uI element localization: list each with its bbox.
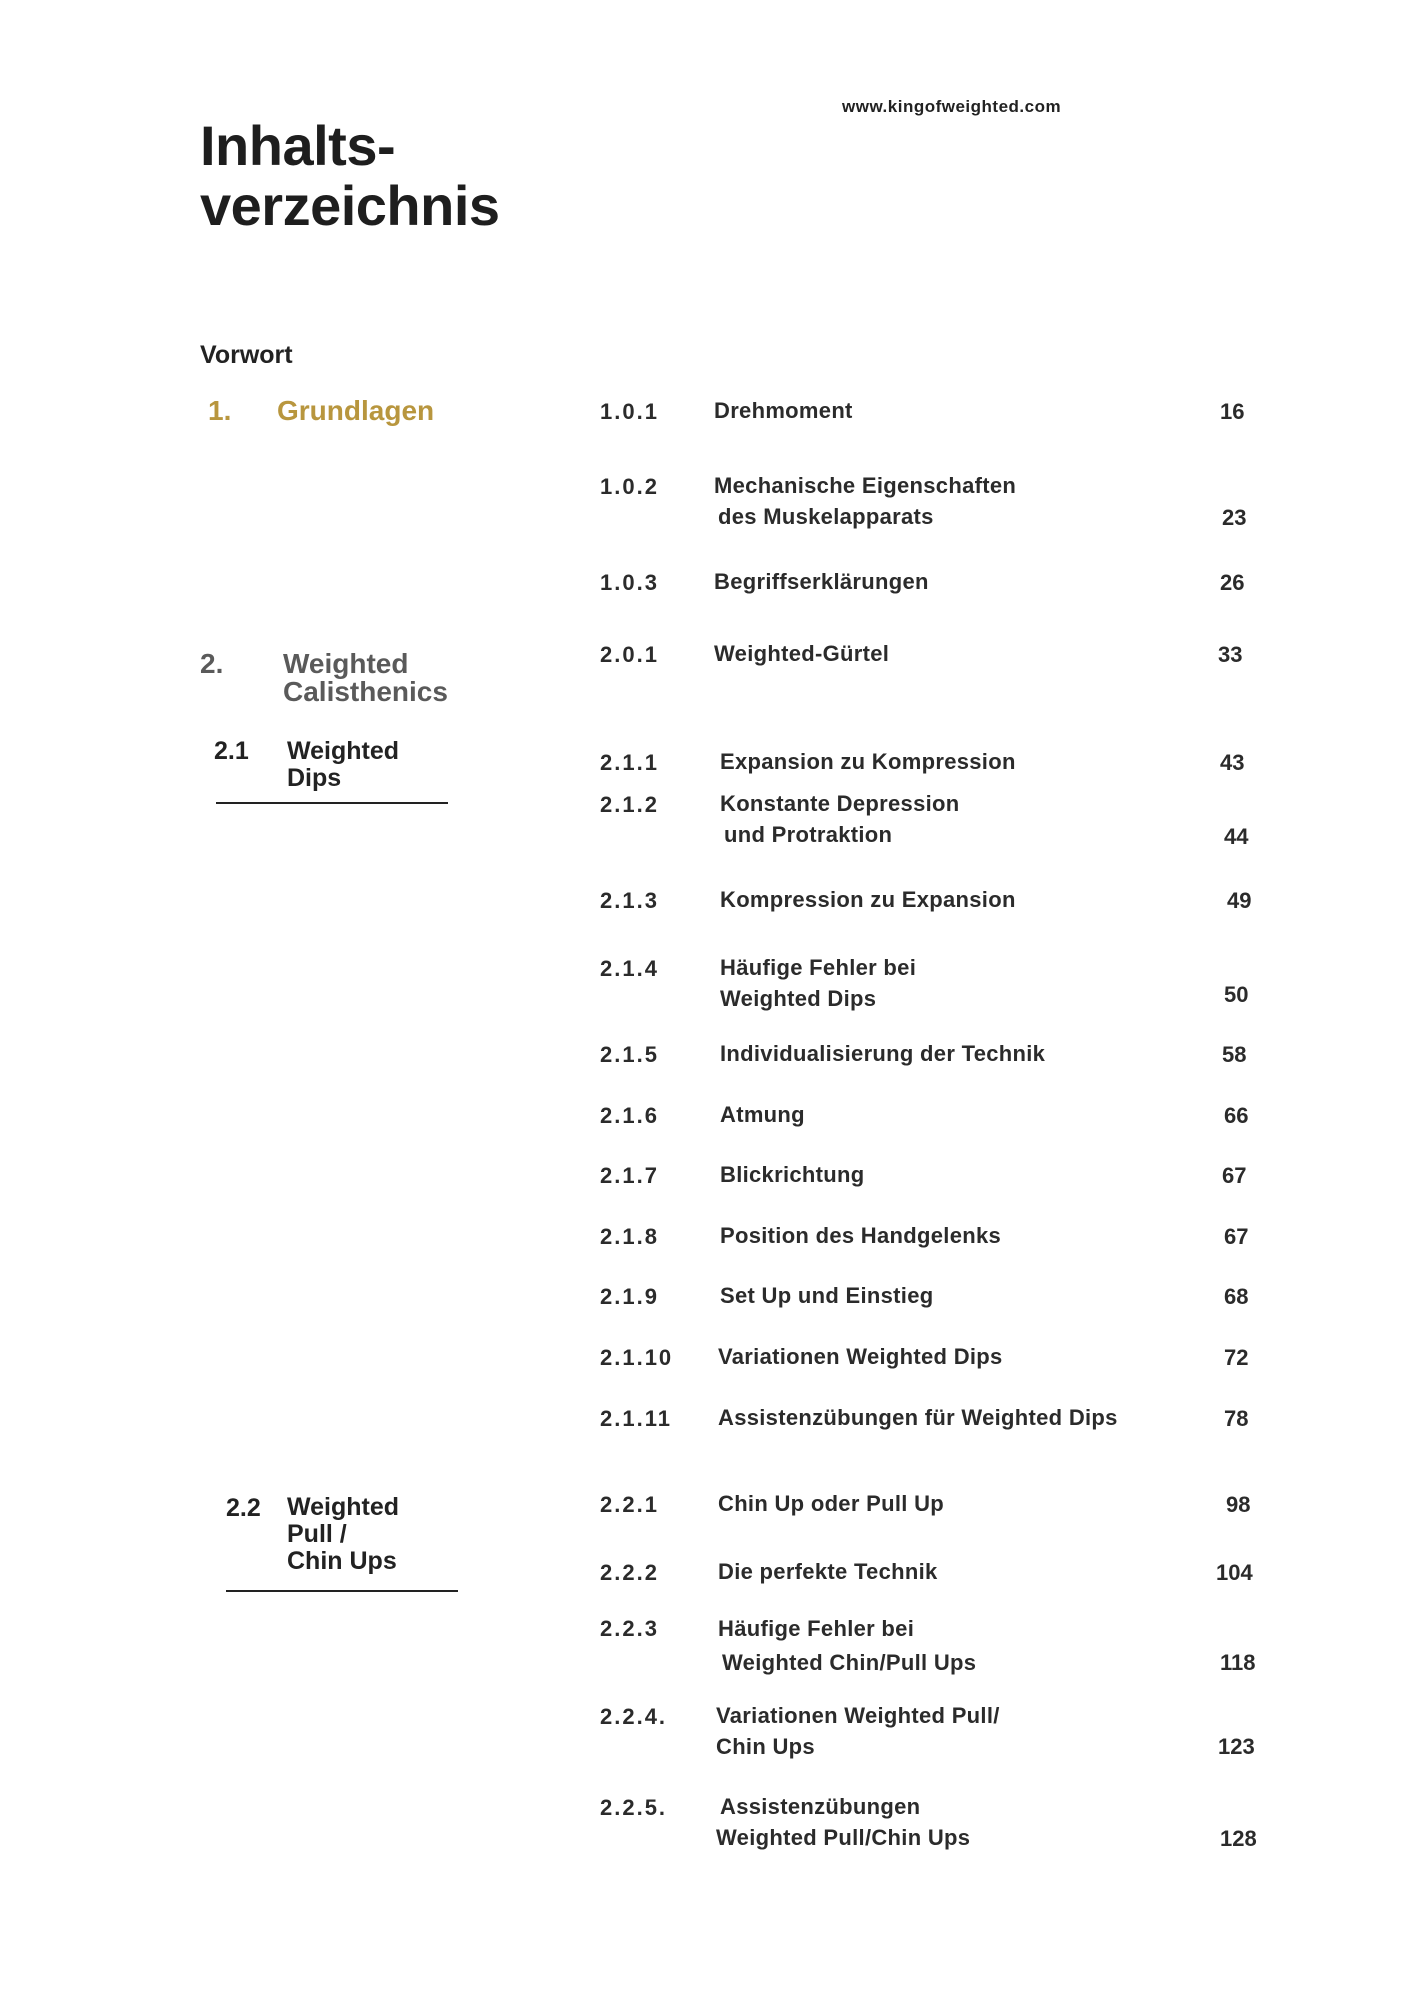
entry-page: 104 <box>1216 1560 1253 1585</box>
entry-page: 67 <box>1224 1224 1249 1249</box>
entry-page: 67 <box>1222 1163 1247 1188</box>
entry-title: Chin Up oder Pull Up <box>718 1491 944 1516</box>
entry-number: 2.1.1 <box>600 750 659 775</box>
entry-number: 2.1.2 <box>600 792 659 817</box>
entry-title: Variationen Weighted Dips <box>718 1344 1003 1369</box>
entry-number: 2.1.7 <box>600 1163 659 1188</box>
entry-page: 128 <box>1220 1826 1257 1851</box>
entry-number: 2.1.4 <box>600 956 659 981</box>
entry-page: 118 <box>1220 1650 1256 1675</box>
entry-title: Assistenzübungen für Weighted Dips <box>718 1405 1118 1430</box>
section-2-2-underline <box>226 1590 458 1592</box>
entry-title: Blickrichtung <box>720 1162 865 1187</box>
entry-page: 16 <box>1220 399 1245 424</box>
entry-title: Kompression zu Expansion <box>720 887 1016 912</box>
section-title-line: Pull / <box>287 1520 347 1548</box>
entry-number: 2.2.4. <box>600 1704 668 1729</box>
entry-number: 2.1.9 <box>600 1284 659 1309</box>
entry-title: Expansion zu Kompression <box>720 749 1016 774</box>
entry-number: 2.0.1 <box>600 642 659 667</box>
entry-number: 2.2.2 <box>600 1560 659 1585</box>
entry-page: 68 <box>1224 1284 1249 1309</box>
entry-title: Konstante Depression und Protraktion <box>720 791 960 847</box>
entry-title: Position des Handgelenks <box>720 1223 1002 1248</box>
entry-title: Individualisierung der Technik <box>720 1041 1046 1066</box>
page-title-line-2: verzeichnis <box>200 174 500 237</box>
entry-page: 72 <box>1224 1345 1249 1370</box>
entry-number: 2.1.10 <box>600 1345 674 1370</box>
page-title-line-1: Inhalts- <box>200 114 396 177</box>
entry-page: 49 <box>1227 888 1252 913</box>
entry-number: 2.2.1 <box>600 1492 659 1517</box>
chapter-2-title-line-2: Calisthenics <box>283 676 448 707</box>
entry-number: 1.0.2 <box>600 474 659 499</box>
entry-number: 2.1.6 <box>600 1103 659 1128</box>
entry-page: 50 <box>1224 982 1249 1007</box>
entry-title: Set Up und Einstieg <box>720 1283 934 1308</box>
entry-page: 33 <box>1218 642 1243 667</box>
entry-number: 1.0.1 <box>600 399 659 424</box>
section-title-line: Dips <box>287 764 342 792</box>
page-title <box>200 116 620 236</box>
entry-number: 2.1.5 <box>600 1042 659 1067</box>
entry-number: 1.0.3 <box>600 570 659 595</box>
section-2-1-title <box>287 738 399 792</box>
section-2-1-underline <box>216 802 448 804</box>
site-url: www.kingofweighted.com <box>842 97 1062 116</box>
entry-page: 123 <box>1218 1734 1255 1759</box>
entry-page: 66 <box>1224 1103 1249 1128</box>
section-title-line: Chin Ups <box>287 1547 397 1575</box>
entry-number: 2.1.11 <box>600 1406 672 1431</box>
entry-number: 2.1.8 <box>600 1224 659 1249</box>
entry-page: 26 <box>1220 570 1245 595</box>
entry-page: 58 <box>1222 1042 1247 1067</box>
section-2-2-number: 2.2 <box>226 1494 261 1522</box>
entry-title: Weighted-Gürtel <box>714 641 890 666</box>
entry-title: Häufige Fehler bei Weighted Chin/Pull Ups <box>718 1616 977 1675</box>
entry-title: Atmung <box>720 1102 805 1127</box>
entry-title: Häufige Fehler bei Weighted Dips <box>720 955 917 1011</box>
entry-page: 23 <box>1222 505 1247 530</box>
entry-title: Drehmoment <box>714 398 853 423</box>
entry-title: Begriffserklärungen <box>714 569 929 594</box>
entry-page: 43 <box>1220 750 1245 775</box>
entry-title: Variationen Weighted Pull/ Chin Ups <box>716 1703 1000 1759</box>
chapter-2-number: 2. <box>200 648 224 679</box>
entry-number: 2.2.3 <box>600 1616 659 1641</box>
entry-page: 98 <box>1226 1492 1251 1517</box>
entry-title: Assistenzübungen Weighted Pull/Chin Ups <box>716 1794 971 1850</box>
section-title-line: Weighted <box>287 1493 400 1521</box>
entry-number: 2.2.5. <box>600 1795 668 1820</box>
entry-number: 2.1.3 <box>600 888 659 913</box>
chapter-2-title-line-1: Weighted <box>283 648 409 679</box>
entry-title: Mechanische Eigenschaften des Muskelapparats <box>714 473 1017 529</box>
entry-page: 44 <box>1224 824 1249 849</box>
chapter-1-number: 1. <box>208 395 232 426</box>
entry-page: 78 <box>1224 1406 1249 1431</box>
preface-heading: Vorwort <box>200 341 293 369</box>
section-2-1-number: 2.1 <box>214 737 249 765</box>
entry-title: Die perfekte Technik <box>718 1559 938 1584</box>
chapter-1-title <box>277 397 434 425</box>
chapter-1-title-line-1: Grundlagen <box>277 395 435 426</box>
section-title-line: Weighted <box>287 737 400 765</box>
chapter-2-title <box>283 650 448 706</box>
section-2-2-title <box>287 1494 399 1575</box>
